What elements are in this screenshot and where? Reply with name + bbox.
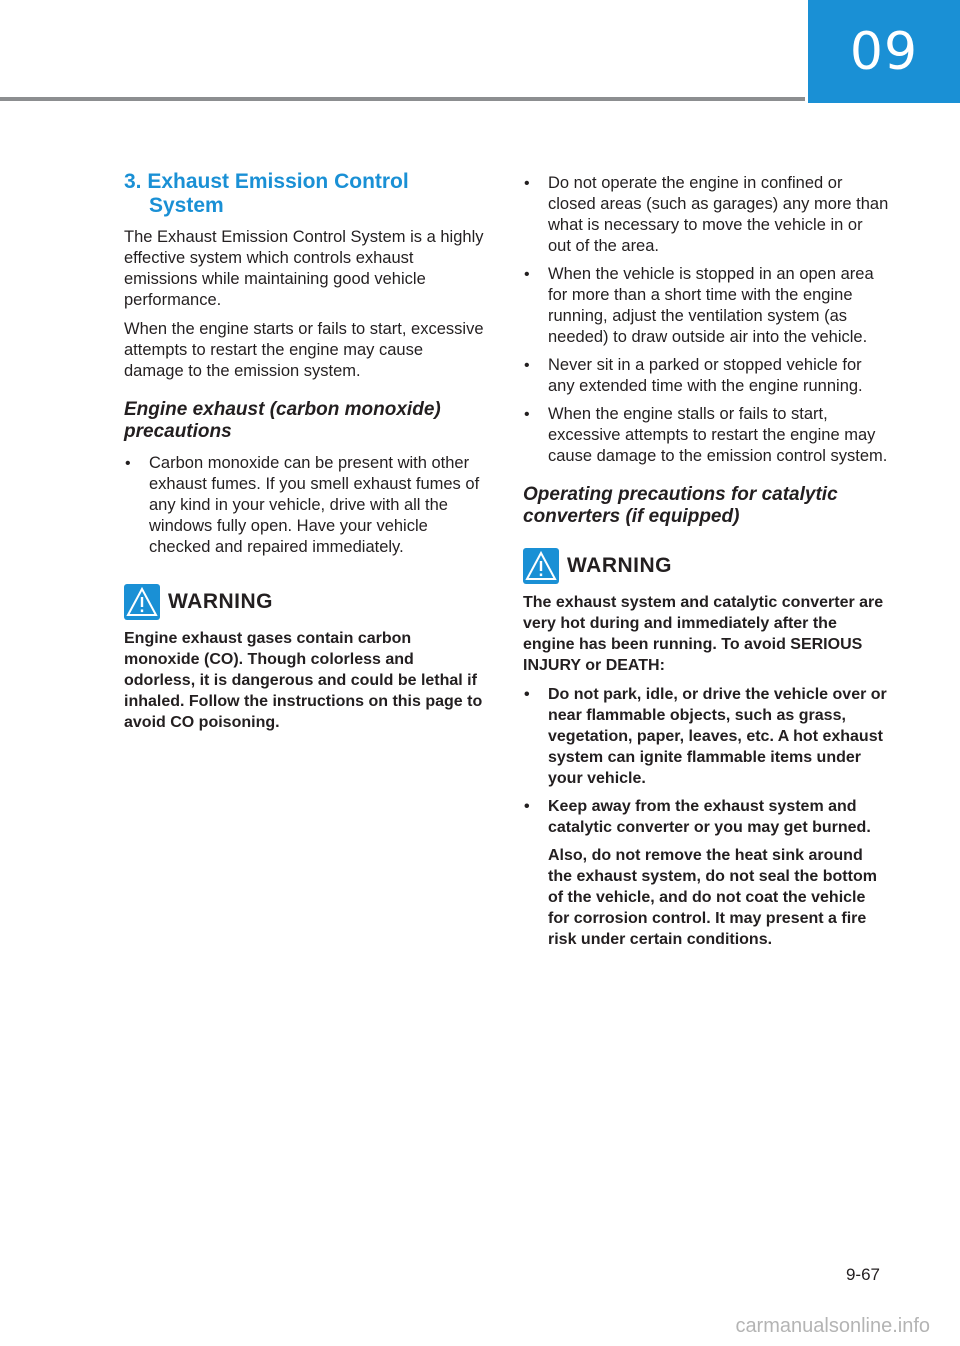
- bullet-icon: •: [524, 357, 530, 374]
- warning-header: [124, 584, 486, 620]
- bullet-icon: •: [524, 175, 530, 192]
- section-title: 3. Exhaust Emission Control System: [124, 170, 409, 217]
- warning-text: Engine exhaust gases contain carbon monoxide (CO). Though colorless and odorless, it is dangerous and could be lethal if inhaled. Follow the instructions on this page to avoid CO poisoning.: [124, 630, 483, 731]
- list-item-text: Never sit in a parked or stopped vehicle for any extended time with the engine running.: [548, 356, 863, 395]
- bullet-icon: •: [125, 455, 131, 472]
- chapter-tab: 09: [808, 0, 960, 103]
- list-item: [124, 453, 486, 558]
- catalytic-warning-list: [523, 684, 889, 950]
- list-item: [523, 355, 889, 397]
- list-item: [523, 264, 889, 348]
- intro-paragraph-1: The Exhaust Emission Control System is a highly effective system which controls exhaust emissions while maintaining good vehicle performance.: [124, 228, 484, 309]
- warning-header: [523, 548, 889, 584]
- intro-paragraph-2: When the engine starts or fails to start, excessive attempts to restart the engine may cause damage to the emission system.: [124, 320, 484, 380]
- warning-triangle-icon: [523, 548, 559, 584]
- list-item-text: When the vehicle is stopped in an open area for more than a short time with the engine running, adjust the ventilation system (as needed) to draw outside air into the vehicle.: [548, 265, 874, 346]
- co-precautions-list: [124, 453, 486, 558]
- watermark: carmanualsonline.info: [735, 1315, 930, 1337]
- list-item-text: When the engine stalls or fails to start, excessive attempts to restart the engine may cause damage to the emission control system.: [548, 405, 888, 465]
- list-item-text: Carbon monoxide can be present with other exhaust fumes. If you smell exhaust fumes of any kind in your vehicle, drive with all the windows fully open. Have your vehicle checked and repaired immediately.: [149, 454, 480, 556]
- bullet-icon: •: [524, 686, 530, 703]
- list-item: [523, 684, 889, 789]
- warning-triangle-icon: [124, 584, 160, 620]
- engine-precautions-list: [523, 173, 889, 467]
- left-column: [124, 170, 486, 741]
- list-item-text: Do not park, idle, or drive the vehicle over or near flammable objects, such as grass, vegetation, paper, leaves, etc. A hot exhaust system can ignite flammable items under your vehicle.: [548, 686, 887, 787]
- page-number: 9-67: [845, 1265, 880, 1284]
- right-column: [523, 173, 889, 957]
- subheading-carbon-monoxide: Engine exhaust (carbon monoxide) precautions: [124, 399, 441, 442]
- list-item: [523, 173, 889, 257]
- header-rule: [0, 97, 805, 101]
- list-item-text: Keep away from the exhaust system and catalytic converter or you may get burned.: [548, 798, 871, 836]
- list-item-continuation: Also, do not remove the heat sink around the exhaust system, do not seal the bottom of the vehicle, and do not coat the vehicle for corrosion control. It may present a fire risk under certain conditions.: [548, 847, 877, 948]
- list-item: [523, 404, 889, 467]
- warning-text: The exhaust system and catalytic converter are very hot during and immediately after the engine has been running. To avoid SERIOUS INJURY or DEATH:: [523, 594, 884, 674]
- warning-label: WARNING: [567, 554, 672, 577]
- bullet-icon: •: [524, 406, 530, 423]
- bullet-icon: •: [524, 266, 530, 283]
- bullet-icon: •: [524, 798, 530, 815]
- warning-label: WARNING: [168, 590, 273, 613]
- subheading-catalytic-converters: Operating precautions for catalytic converters (if equipped): [523, 484, 838, 527]
- list-item-text: Do not operate the engine in confined or closed areas (such as garages) any more than what is necessary to move the vehicle in or out of the area.: [548, 174, 889, 255]
- list-item: [523, 796, 889, 950]
